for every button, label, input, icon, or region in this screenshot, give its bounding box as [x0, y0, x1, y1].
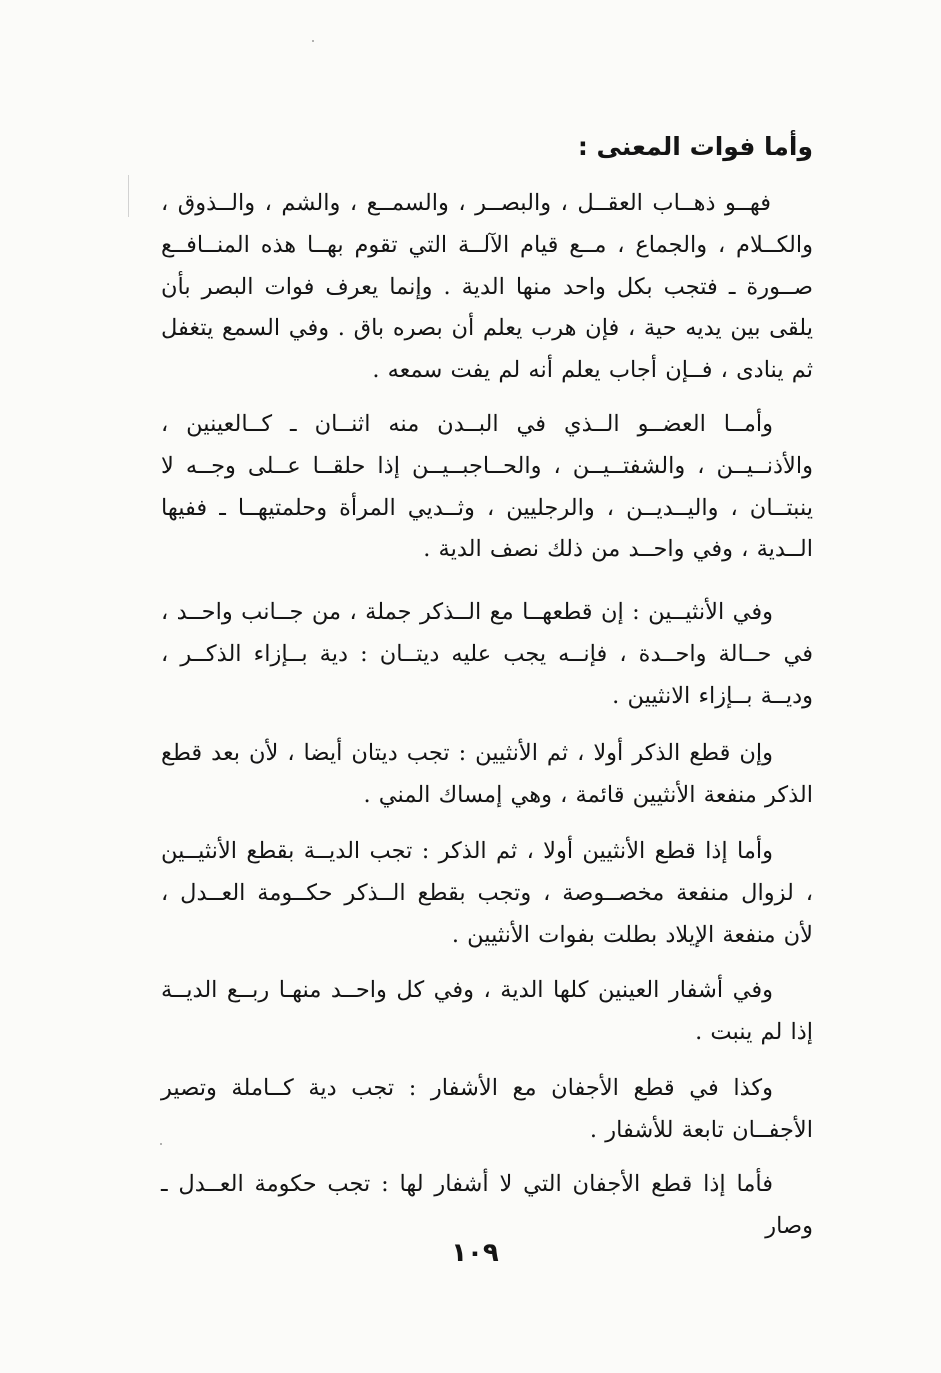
scan-margin-mark	[128, 175, 129, 217]
paragraph: فأما إذا قطع الأجفان التي لا أشفار لها : تجب حكومة العــدل ـ وصار	[161, 1171, 813, 1239]
page-number: ١٠٩	[451, 1238, 499, 1268]
paragraph: فهــو ذهــاب العقــل ، والبصــر ، والسمــع ، والشم ، والــذوق ، والكــلام ، والجماع ، مــع قيام الآلــة التي تقوم بهــا هذه المنــافــع صــورة ـ فتجب بكل واحد منها الدية . وإنما يعرف فوات البصر بأن يلقى بين يديه حية ، فإن هرب يعلم أن بصره باق . وفي السمع يتغفل ثم ينادى ، فــإن أجاب يعلم أنه لم يفت سمعه .	[161, 190, 813, 384]
paragraph: وفي الأنثيــين : إن قطعهــا مع الــذكر جملة ، من جــانب واحــد ، في حــالة واحــدة ، فإنــه يجب عليه ديتــان : دية بــإزاء الذكــر ، وديــة بــإزاء الانثيين .	[161, 599, 813, 709]
paragraph: وأمــا العضــو الــذي في البــدن منه اثنــان ـ كــالعينين ، والأذنــيــن ، والشفتــيــن ، والحــاجبــيــن إذا حلقــا عــلى وجــه لا ينبتــان ، واليــديــن ، والرجليين ، وثــديي المرأة وحلمتيهــا ـ ففيها الــدية ، وفي واحــد من ذلك نصف الدية .	[161, 411, 813, 563]
paragraph: وإن قطع الذكر أولا ، ثم الأنثيين : تجب ديتان أيضا ، لأن بعد قطع الذكر منفعة الأنثيين قائمة ، وهي إمساك المني .	[161, 740, 813, 808]
paragraph: وكذا في قطع الأجفان مع الأشفار : تجب دية كــاملة وتصير الأجفــان تابعة للأشفار .	[161, 1075, 813, 1143]
paragraph: وأما إذا قطع الأنثيين أولا ، ثم الذكر : تجب الديــة بقطع الأنثيــين ، لزوال منفعة مخصــوصة ، وتجب بقطع الــذكر حكــومة العــدل ، لأن منفعة الإيلاد بطلت بفوات الأنثيين .	[161, 838, 813, 948]
section-heading: وأما فوات المعنى :	[577, 132, 813, 161]
paragraph: وفي أشفار العينين كلها الدية ، وفي كل واحــد منهـا ربــع الديــة إذا لم ينبت .	[161, 977, 813, 1045]
scan-speck	[312, 40, 314, 42]
